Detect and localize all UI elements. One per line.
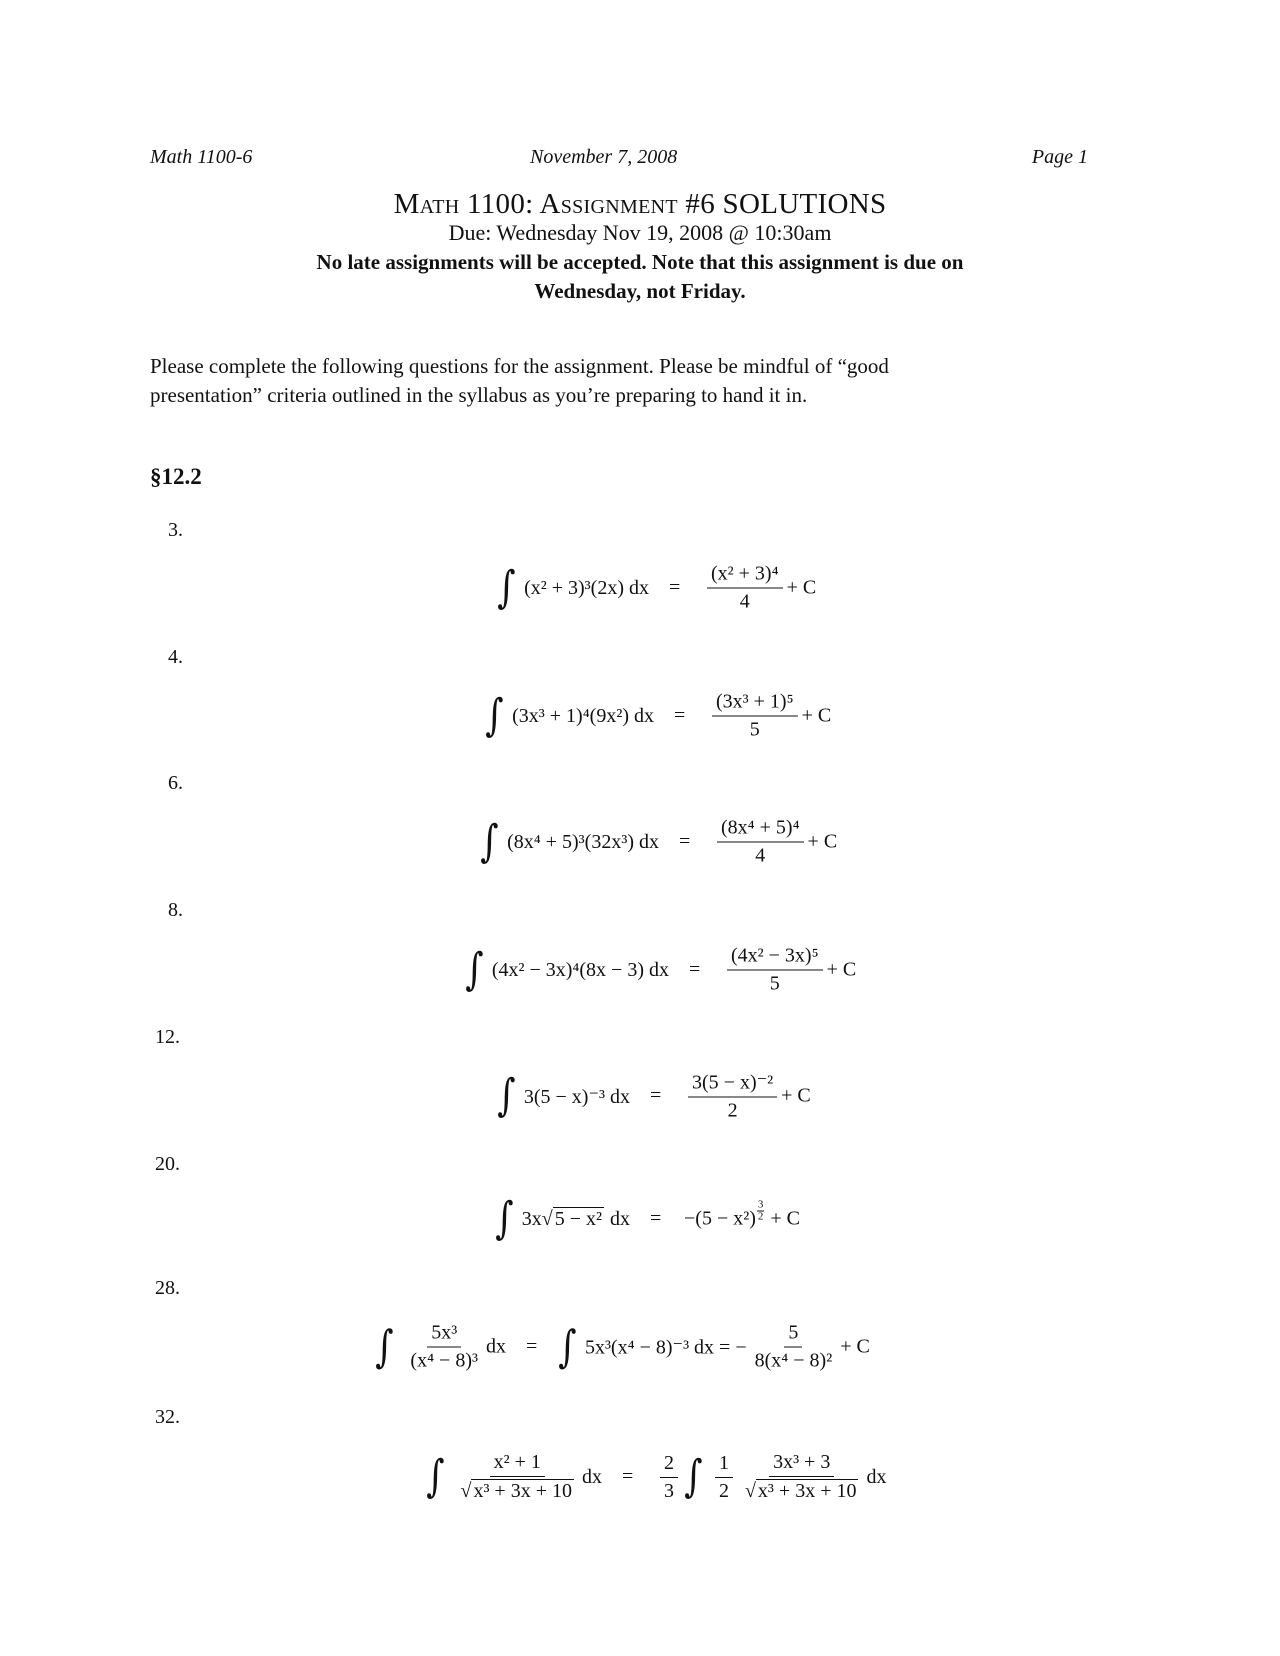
fraction (660, 1452, 678, 1503)
header-date: November 7, 2008 (530, 146, 678, 168)
numerator: (8x⁴ + 5)⁴ (717, 817, 804, 843)
intro-line-1: Please complete the following questions for the assignment. Please be mindful of “good (150, 354, 889, 378)
integral-sign: ∫ (497, 562, 516, 613)
numerator: 1 (715, 1452, 733, 1478)
denominator: 2 (727, 1099, 738, 1122)
intro-paragraph (150, 352, 1110, 410)
denominator: 5 (769, 972, 780, 995)
problem-number: 12. (155, 1026, 180, 1048)
radical-sign: √ (460, 1480, 472, 1502)
constant: + C (786, 576, 817, 599)
notice-line-2: Wednesday, not Friday. (534, 279, 746, 303)
numerator: (3x³ + 1)⁵ (712, 691, 798, 717)
intermediate-step: 5x³(x⁴ − 8)⁻³ dx = − (584, 1336, 747, 1359)
numerator: 3x³ + 3 (769, 1451, 834, 1477)
radicand: x³ + 3x + 10 (757, 1480, 857, 1502)
constant: + C (826, 958, 857, 981)
denominator: 4 (755, 844, 766, 867)
integrand: 3(5 − x)⁻³ dx (523, 1085, 630, 1108)
integral-sign: ∫ (558, 1321, 577, 1372)
equals-sign: = (622, 1465, 634, 1488)
fraction (456, 1451, 578, 1503)
result-base: −(5 − x²) (684, 1207, 756, 1230)
differential: dx (610, 1207, 630, 1230)
problem-number: 28. (155, 1277, 180, 1299)
integrand: (x² + 3)³(2x) dx (524, 576, 649, 599)
document-title: Math 1100: Assignment #6 SOLUTIONS (393, 188, 887, 220)
numerator: 2 (660, 1452, 678, 1478)
square-root (745, 1479, 859, 1503)
radicand: 5 − x² (554, 1208, 602, 1230)
integral-sign: ∫ (497, 1070, 516, 1121)
numerator: (4x² − 3x)⁵ (727, 945, 823, 971)
radical-sign: √ (541, 1208, 553, 1230)
denominator: (x⁴ − 8)³ (410, 1349, 478, 1372)
problem-number: 6. (168, 772, 183, 794)
fraction (717, 817, 804, 868)
problem-number: 20. (155, 1153, 180, 1175)
denominator: 5 (749, 718, 760, 741)
integral-sign: ∫ (495, 1193, 514, 1244)
fraction (688, 1070, 777, 1123)
problem-number: 32. (155, 1406, 180, 1428)
denominator: 3 (664, 1479, 674, 1502)
numerator: 3(5 − x)⁻² (688, 1070, 777, 1098)
integral-sign: ∫ (465, 944, 484, 995)
exponent-denominator: 2 (757, 1210, 764, 1223)
equals-sign: = (674, 704, 686, 727)
header-page: Page 1 (1031, 146, 1088, 168)
notice-line-1: No late assignments will be accepted. Note that this assignment is due on (316, 250, 964, 274)
section-heading: §12.2 (150, 464, 202, 489)
constant: + C (801, 704, 832, 727)
equals-sign: = (650, 1084, 662, 1107)
integral-sign: ∫ (485, 690, 504, 741)
problem-number: 3. (168, 519, 183, 541)
radical-sign: √ (744, 1480, 756, 1502)
fraction (741, 1451, 863, 1503)
differential: dx (486, 1335, 506, 1358)
equals-sign: = (669, 576, 681, 599)
coefficient: 3x (521, 1207, 542, 1230)
constant: + C (840, 1335, 870, 1358)
fraction (707, 563, 783, 614)
problem-number: 4. (168, 646, 183, 668)
integral-sign: ∫ (684, 1451, 703, 1502)
integrand: (3x³ + 1)⁴(9x²) dx (512, 704, 654, 727)
denominator: 8(x⁴ − 8)² (754, 1349, 833, 1372)
fraction (751, 1322, 837, 1373)
integrand: (4x² − 3x)⁴(8x − 3) dx (491, 958, 669, 981)
denominator: 4 (739, 590, 750, 613)
problem-number: 8. (168, 899, 183, 921)
due-date: Due: Wednesday Nov 19, 2008 @ 10:30am (448, 220, 832, 245)
equals-sign: = (526, 1335, 538, 1358)
fraction (406, 1322, 482, 1373)
integral-sign: ∫ (480, 816, 499, 867)
intro-line-2: presentation” criteria outlined in the syllabus as you’re preparing to hand it in. (150, 383, 808, 407)
radicand: x³ + 3x + 10 (473, 1480, 572, 1502)
equals-sign: = (689, 958, 701, 981)
exponent-fraction (757, 1200, 765, 1223)
denominator: 2 (718, 1479, 729, 1502)
exponent-numerator: 3 (757, 1198, 764, 1211)
equals-sign: = (650, 1207, 662, 1230)
integral-sign: ∫ (375, 1321, 395, 1372)
equals-sign: = (679, 830, 691, 853)
constant: + C (770, 1207, 800, 1230)
numerator: x² + 1 (490, 1451, 545, 1477)
integrand: (8x⁴ + 5)³(32x³) dx (507, 830, 659, 853)
integral-sign: ∫ (425, 1451, 445, 1502)
header-course: Math 1100-6 (150, 146, 253, 168)
numerator: (x² + 3)⁴ (707, 563, 783, 589)
fraction (727, 945, 823, 996)
differential: dx (582, 1465, 602, 1488)
differential: dx (866, 1465, 887, 1488)
fraction (715, 1452, 733, 1503)
fraction (712, 691, 798, 742)
numerator: 5x³ (427, 1322, 461, 1348)
constant: + C (807, 830, 838, 853)
constant: + C (781, 1084, 811, 1107)
square-root (460, 1479, 574, 1503)
numerator: 5 (784, 1322, 802, 1348)
square-root (542, 1207, 604, 1231)
